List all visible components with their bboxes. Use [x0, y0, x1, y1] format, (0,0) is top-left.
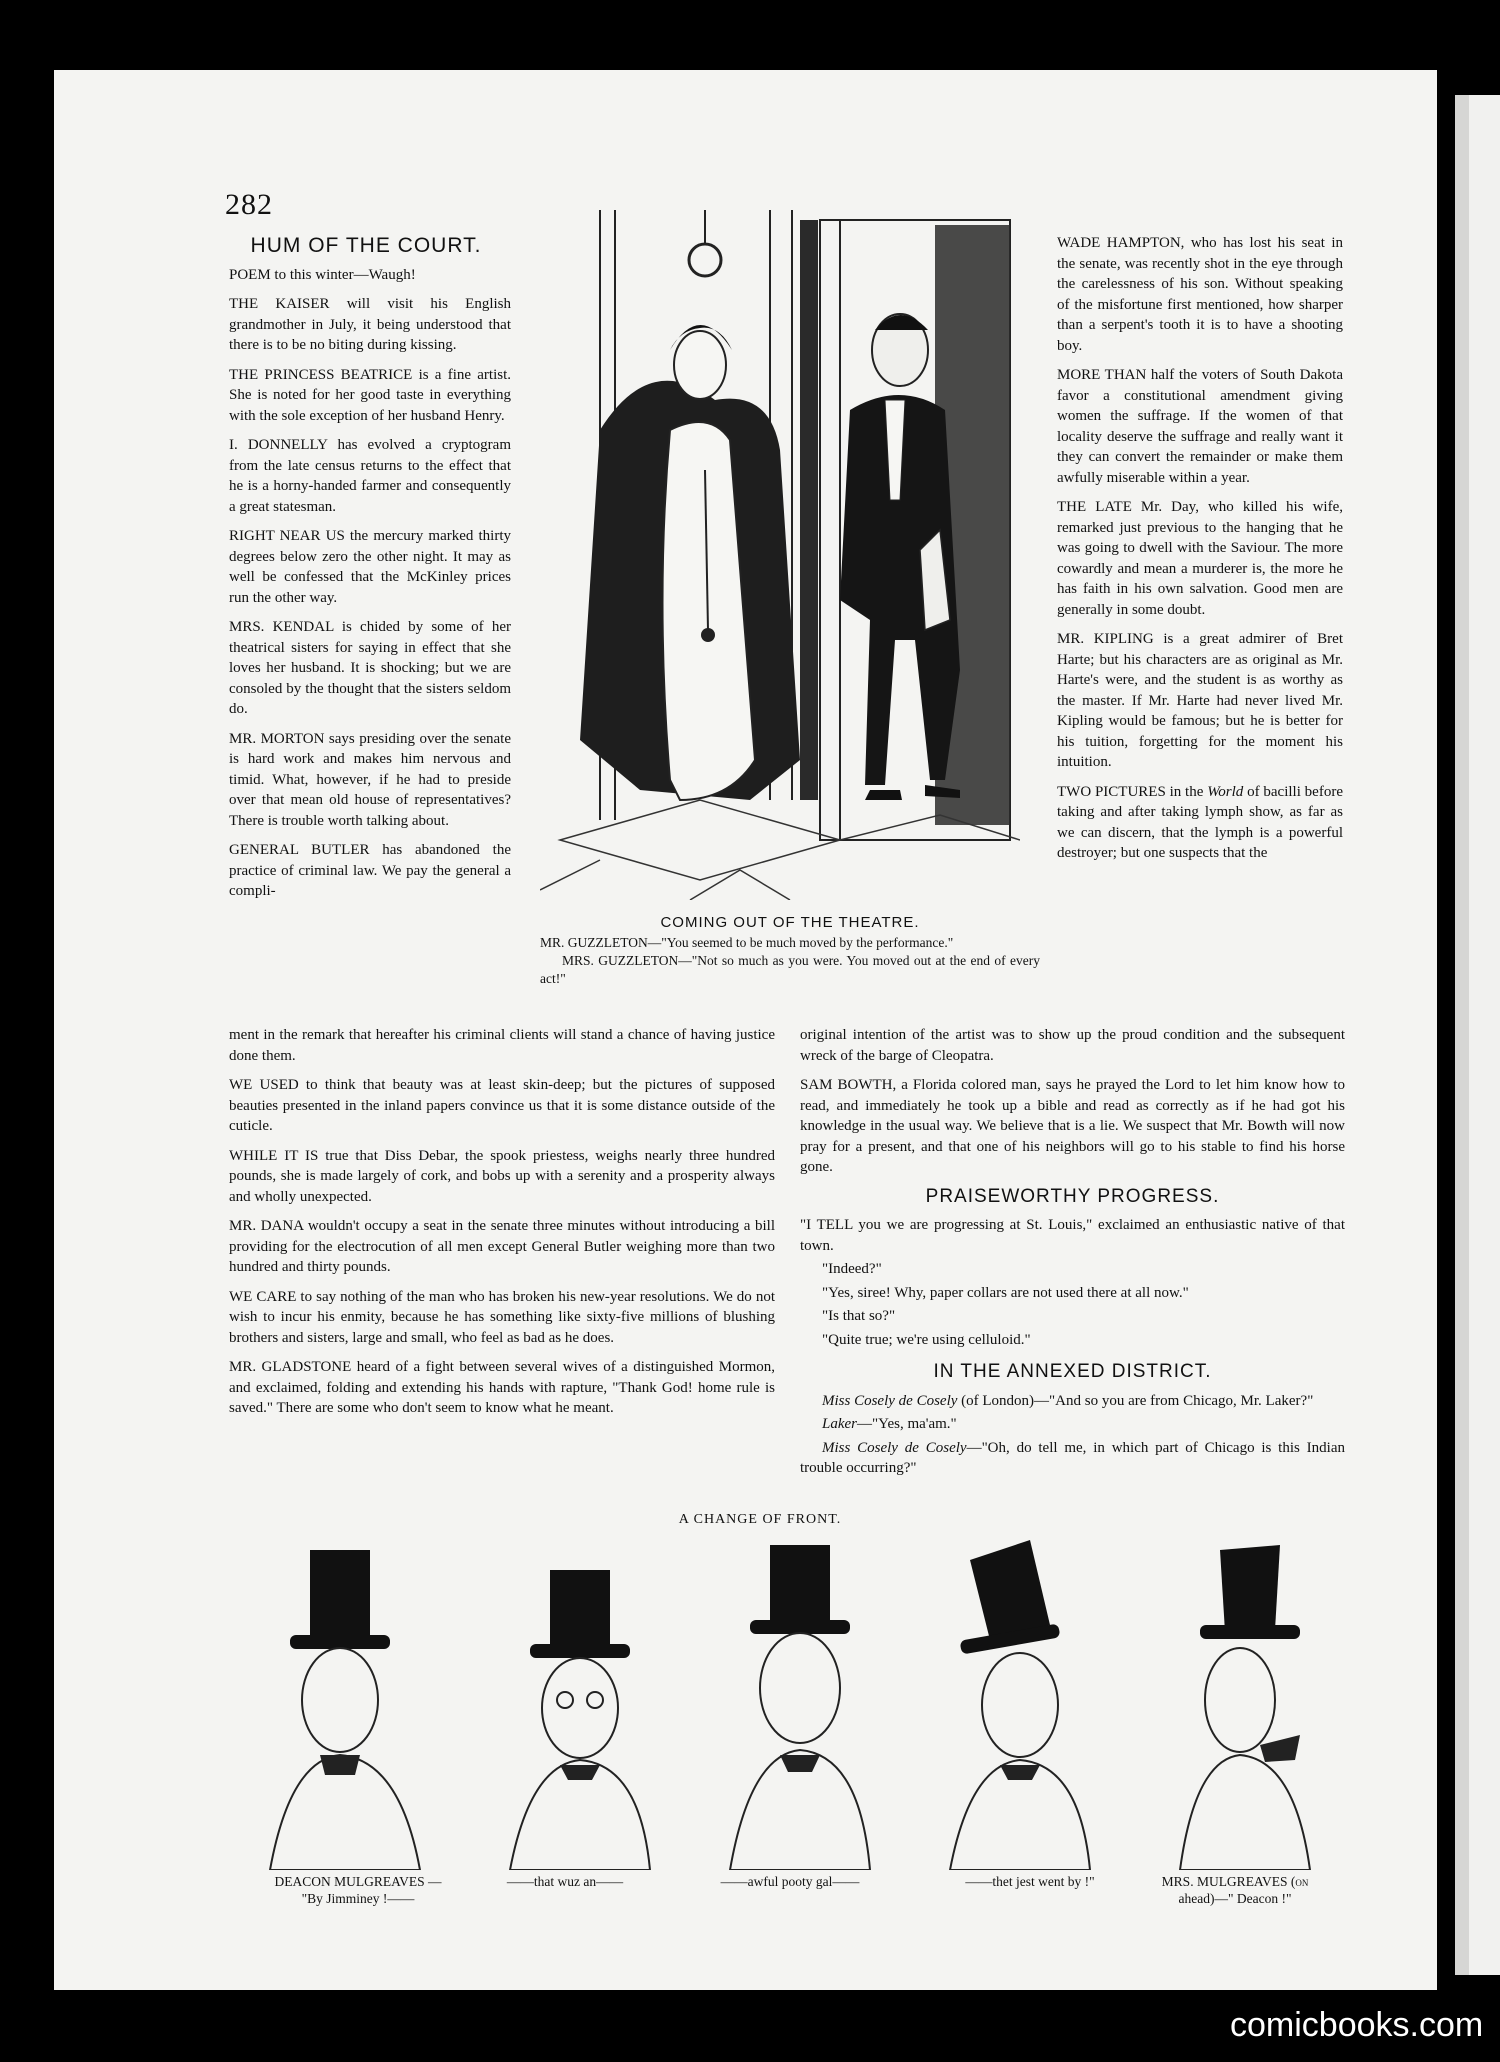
theatre-illustration — [540, 200, 1020, 900]
cartoon-strip — [230, 1540, 1350, 1870]
paragraph: MR. KIPLING is a great admirer of Bret Harte; but his characters are as original as Mr. Harte's were, and the student is as worthy as the master. If Mr. Harte had never lived Mr. Kipling would be famous; but he is better for his tuition, forgetting for the moment his intuition. — [1057, 631, 1343, 770]
section-heading-annexed-district: IN THE ANNEXED DISTRICT. — [933, 1361, 1212, 1382]
dialog-line — [800, 1414, 1345, 1435]
next-page-edge — [1455, 95, 1500, 1975]
paragraph: WADE HAMPTON, who has lost his seat in the senate, was recently shot in the eye through the carelessness of his son. Without speaking of the misfortune first mentioned, how sharper than a serpent's tooth it is to have a shooting boy. — [1057, 235, 1343, 354]
paragraph: ment in the remark that hereafter his criminal clients will stand a chance of having justice done them. — [229, 1027, 775, 1064]
paragraph-italic: World — [1207, 783, 1244, 800]
watermark: comicbooks.com — [1230, 2006, 1484, 2044]
paragraph: WHILE IT IS true that Diss Debar, the spook priestess, weighs nearly three hundred pounds, she is made largely of cork, and bobs up with a serenity and a prosperity always and wholly unexpected. — [229, 1147, 775, 1205]
speaker: Miss Cosely de Cosely — [822, 1392, 958, 1409]
paragraph — [1057, 782, 1343, 864]
strip-caption-4: ——thet jest went by !" — [965, 1874, 1095, 1889]
deacon-figure-4 — [950, 1540, 1090, 1870]
paragraph: WE USED to think that beauty was at least skin-deep; but the pictures of supposed beauties presented in the inland papers convince us that it is some distance outside of the cuticle. — [229, 1077, 775, 1134]
deacon-figure-1 — [270, 1550, 420, 1870]
caption-line: "By Jimminey !—— — [301, 1891, 415, 1906]
right-column — [1057, 233, 1343, 864]
dialog-text: (of London)—"And so you are from Chicago, Mr. Laker?" — [957, 1392, 1314, 1409]
strip-caption-5 — [1140, 1873, 1330, 1907]
strip-caption-1 — [258, 1873, 458, 1907]
paragraph: POEM to this winter—Waugh! — [229, 266, 416, 283]
caption-line: DEACON MULGREAVES — — [274, 1874, 442, 1889]
paragraph: SAM BOWTH, a Florida colored man, says he prayed the Lord to let him know how to read, and immediately he took up a bible and read as correctly as if he had got his knowledge in the usual way. We believe that is a lie. We suspect that Mr. Bowth will now pray for a present, and that one of his neighbors will go to his stable to find his horse gone. — [800, 1077, 1345, 1175]
illustration-caption — [540, 934, 1040, 988]
paragraph: THE LATE Mr. Day, who killed his wife, remarked just previous to the hanging that he was going to dwell with the Saviour. The more cowardly and mean a murderer is, the more he has faith in his own salvation. Good men are generally in some doubt. — [1057, 499, 1343, 618]
dialog-annexed — [800, 1391, 1345, 1479]
dialog-text: —"Yes, ma'am." — [857, 1416, 957, 1432]
paragraph: MR. DANA wouldn't occupy a seat in the senate three minutes without introducing a bill providing for the electrocution of all men except General Butler weighing more than two hundred and thirty pounds. — [229, 1218, 775, 1275]
paragraph: WE CARE to say nothing of the man who has broken his new-year resolutions. We do not wish to incur his enmity, because he has something like sixty-five millions of blushing brothers and sisters, large and small, who feel as bad as he does. — [229, 1288, 775, 1346]
paragraph: MORE THAN half the voters of South Dakota favor a constitutional amendment giving women the suffrage. If the women of that locality deserve the suffrage and really want it they can convert the remainder or make them awfully miserable within a year. — [1057, 367, 1343, 486]
speaker: Laker — [822, 1416, 857, 1432]
section-heading-praiseworthy-progress: PRAISEWORTHY PROGRESS. — [925, 1185, 1220, 1207]
paragraph: THE PRINCESS BEATRICE is a fine artist. She is noted for her good taste in everything with the sole exception of her husband Henry. — [229, 366, 511, 424]
dialog-line: "Quite true; we're using celluloid." — [822, 1331, 1031, 1348]
dialog-line: "Yes, siree! Why, paper collars are not used there at all now." — [822, 1284, 1189, 1301]
left-column — [229, 236, 511, 902]
paragraph: MR. MORTON says presiding over the senate is hard work and makes him nervous and timid. What, however, if he had to preside over that mean old house of representatives? There is trouble worth talking about. — [229, 730, 511, 829]
dialog-line: "Indeed?" — [822, 1261, 882, 1277]
caption-line: —"You seemed to be much moved by the performance." — [647, 935, 954, 950]
deacon-figure-5 — [1180, 1545, 1310, 1870]
dialog-line: "I TELL you we are progressing at St. Louis," exclaimed an enthusiastic native of that town. — [800, 1217, 1345, 1254]
paragraph: GENERAL BUTLER has abandoned the practice of criminal law. We pay the general a compli- — [229, 842, 511, 899]
caption-line: ahead)—" Deacon !" — [1178, 1891, 1292, 1906]
dialog-praiseworthy — [800, 1215, 1345, 1350]
paragraph: original intention of the artist was to show up the proud condition and the subsequent wreck of the barge of Cleopatra. — [800, 1027, 1345, 1064]
dialog-line — [800, 1391, 1345, 1412]
paragraph: THE KAISER will visit his English grandmother in July, it being understood that there is to be no biting during kissing. — [229, 296, 511, 353]
dialog-line — [800, 1438, 1345, 1479]
dialog-line: "Is that so?" — [822, 1308, 896, 1324]
page-number: 282 — [225, 188, 273, 221]
page-gutter — [1437, 0, 1455, 2062]
paragraph: RIGHT NEAR US the mercury marked thirty degrees below zero the other night. It may as well be confessed that the McKinley prices run the other way. — [229, 528, 511, 606]
deacon-figure-3 — [730, 1545, 870, 1870]
caption-speaker: MR. GUZZLETON — [540, 935, 648, 950]
paragraph: MRS. KENDAL is chided by some of her theatrical sisters for saying in effect that she loves her husband. It is shocking; but we are consoled by the thought that the sisters seldom do. — [229, 619, 511, 717]
caption-speaker: MRS. GUZZLETON — [562, 953, 679, 968]
paragraph-text: TWO PICTURES in the — [1057, 783, 1208, 800]
strip-caption-2: ——that wuz an—— — [506, 1874, 624, 1889]
dialog-text: —"Oh, do tell me, in which part of Chicago is this Indian trouble occurring?" — [800, 1439, 1345, 1476]
lower-right-column — [800, 1025, 1345, 1482]
illustration-title: COMING OUT OF THE THEATRE. — [660, 914, 920, 931]
caption-line: MRS. MULGREAVES (on — [1161, 1874, 1309, 1889]
lower-left-column — [229, 1025, 775, 1428]
paragraph-text: of bacilli before taking and after taking lymph show, as far as we can discern, that the lymph is a powerful destroyer; but one suspects that the — [1057, 783, 1343, 861]
deacon-figure-2 — [510, 1570, 650, 1870]
speaker: Miss Cosely de Cosely — [822, 1439, 967, 1456]
section-heading-hum-of-the-court: HUM OF THE COURT. — [250, 234, 482, 257]
paragraph: I. DONNELLY has evolved a cryptogram from the late census returns to the effect that he is a horny-handed farmer and consequently a great statesman. — [229, 437, 511, 515]
paragraph: MR. GLADSTONE heard of a fight between several wives of a distinguished Mormon, and exclaimed, folding and extending his hands with rapture, "Thank God! home rule is saved." There are some who don't seem to know what he meant. — [229, 1359, 775, 1416]
caption-line: —"Not so much as you were. You moved out at the end of every act!" — [540, 953, 1040, 986]
strip-caption-3: ——awful pooty gal—— — [720, 1874, 860, 1889]
strip-title: A CHANGE OF FRONT. — [678, 1512, 842, 1527]
